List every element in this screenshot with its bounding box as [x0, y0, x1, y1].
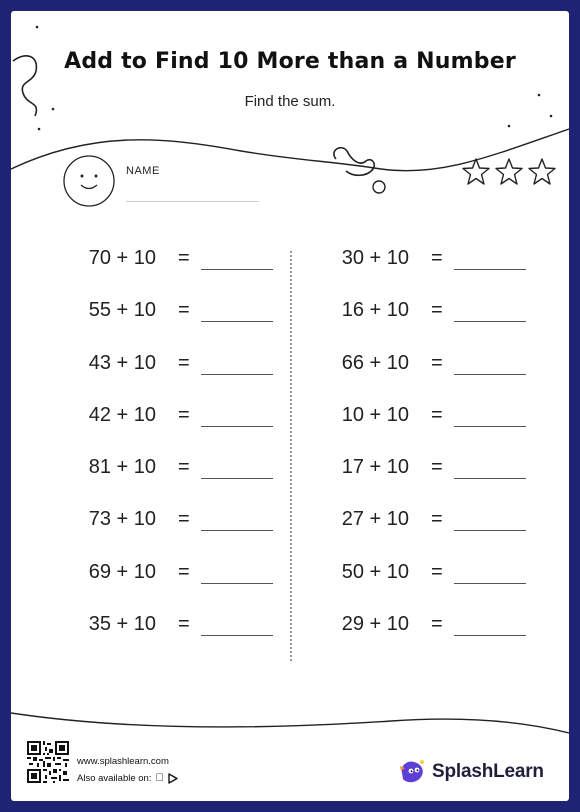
problem-expression: 50 + 10: [341, 560, 409, 583]
problem-expression: 17 + 10: [341, 456, 409, 479]
answer-blank[interactable]: [201, 478, 273, 479]
equals-sign: =: [431, 299, 443, 322]
problem-expression: 69 + 10: [88, 560, 156, 583]
answer-blank[interactable]: [201, 583, 273, 584]
problem-expression: 73 + 10: [88, 508, 156, 531]
problems-left-column: [66, 247, 296, 665]
rating-stars: [461, 157, 565, 189]
footer-wave: [11, 691, 569, 751]
answer-blank[interactable]: [201, 321, 273, 322]
answer-blank[interactable]: [454, 635, 526, 636]
answer-blank[interactable]: [454, 426, 526, 427]
equals-sign: =: [178, 351, 190, 374]
problem-expression: 30 + 10: [341, 247, 409, 269]
play-store-icon[interactable]: [168, 773, 178, 784]
equals-sign: =: [431, 508, 443, 531]
brand-name: SplashLearn: [432, 761, 544, 782]
available-label: Also available on:: [77, 773, 152, 784]
problem-expression: 81 + 10: [88, 456, 156, 479]
problem-row: [319, 247, 549, 299]
ring-decoration: [373, 181, 385, 193]
problem-row: [66, 613, 296, 665]
problem-expression: 10 + 10: [341, 403, 409, 426]
problem-row: [66, 404, 296, 456]
equals-sign: =: [431, 403, 443, 426]
problem-row: [66, 561, 296, 613]
equals-sign: =: [178, 613, 190, 636]
problem-row: [319, 508, 549, 560]
smiley-face-icon: [62, 154, 116, 208]
equals-sign: =: [178, 403, 190, 426]
problem-row: [319, 404, 549, 456]
problems-right-column: [319, 247, 549, 665]
problem-expression: 66 + 10: [341, 351, 409, 374]
problem-row: [66, 247, 296, 299]
answer-blank[interactable]: [201, 530, 273, 531]
problem-expression: 29 + 10: [341, 613, 409, 636]
problem-row: [319, 456, 549, 508]
worksheet-page: [11, 11, 569, 801]
answer-blank[interactable]: [454, 583, 526, 584]
answer-blank[interactable]: [201, 374, 273, 375]
answer-blank[interactable]: [454, 269, 526, 270]
column-divider: [290, 251, 292, 661]
equals-sign: =: [178, 299, 190, 322]
answer-blank[interactable]: [454, 374, 526, 375]
qr-code-icon: [27, 741, 69, 783]
page-title: Add to Find 10 More than a Number: [64, 49, 516, 74]
answer-blank[interactable]: [454, 478, 526, 479]
instructions: Find the sum.: [244, 93, 336, 110]
star-icon: [529, 159, 555, 184]
problem-expression: 43 + 10: [88, 351, 156, 374]
problem-row: [319, 561, 549, 613]
equals-sign: =: [431, 560, 443, 583]
problem-row: [66, 456, 296, 508]
problem-row: [66, 352, 296, 404]
swirl-decoration: [334, 148, 374, 176]
sparkle-icon: [508, 125, 511, 128]
splashlearn-logo: [397, 758, 544, 786]
problem-row: [319, 299, 549, 351]
sparkle-icon: [36, 26, 39, 29]
problem-row: [66, 299, 296, 351]
equals-sign: =: [431, 247, 443, 269]
answer-blank[interactable]: [201, 269, 273, 270]
equals-sign: =: [178, 456, 190, 479]
problem-row: [319, 613, 549, 665]
equals-sign: =: [178, 247, 190, 269]
answer-blank[interactable]: [201, 635, 273, 636]
equals-sign: =: [178, 560, 190, 583]
availability: [77, 773, 178, 784]
answer-blank[interactable]: [454, 530, 526, 531]
problem-expression: 42 + 10: [88, 403, 156, 426]
problem-row: [319, 352, 549, 404]
answer-blank[interactable]: [454, 321, 526, 322]
equals-sign: =: [178, 508, 190, 531]
problem-row: [66, 508, 296, 560]
equals-sign: =: [431, 351, 443, 374]
star-icon: [496, 159, 522, 184]
problem-expression: 27 + 10: [341, 508, 409, 531]
problem-expression: 70 + 10: [88, 247, 156, 269]
sparkle-icon: [38, 128, 41, 131]
equals-sign: =: [431, 613, 443, 636]
problem-expression: 16 + 10: [341, 299, 409, 322]
problem-expression: 55 + 10: [88, 299, 156, 322]
name-field[interactable]: [126, 201, 259, 202]
website-link[interactable]: www.splashlearn.com: [77, 756, 169, 767]
star-icon: [463, 159, 489, 184]
sparkle-icon: [550, 115, 553, 118]
splashlearn-mascot-icon: [397, 758, 427, 786]
name-label: NAME: [126, 165, 160, 177]
apple-icon[interactable]: [155, 773, 163, 784]
answer-blank[interactable]: [201, 426, 273, 427]
problem-expression: 35 + 10: [88, 613, 156, 636]
equals-sign: =: [431, 456, 443, 479]
